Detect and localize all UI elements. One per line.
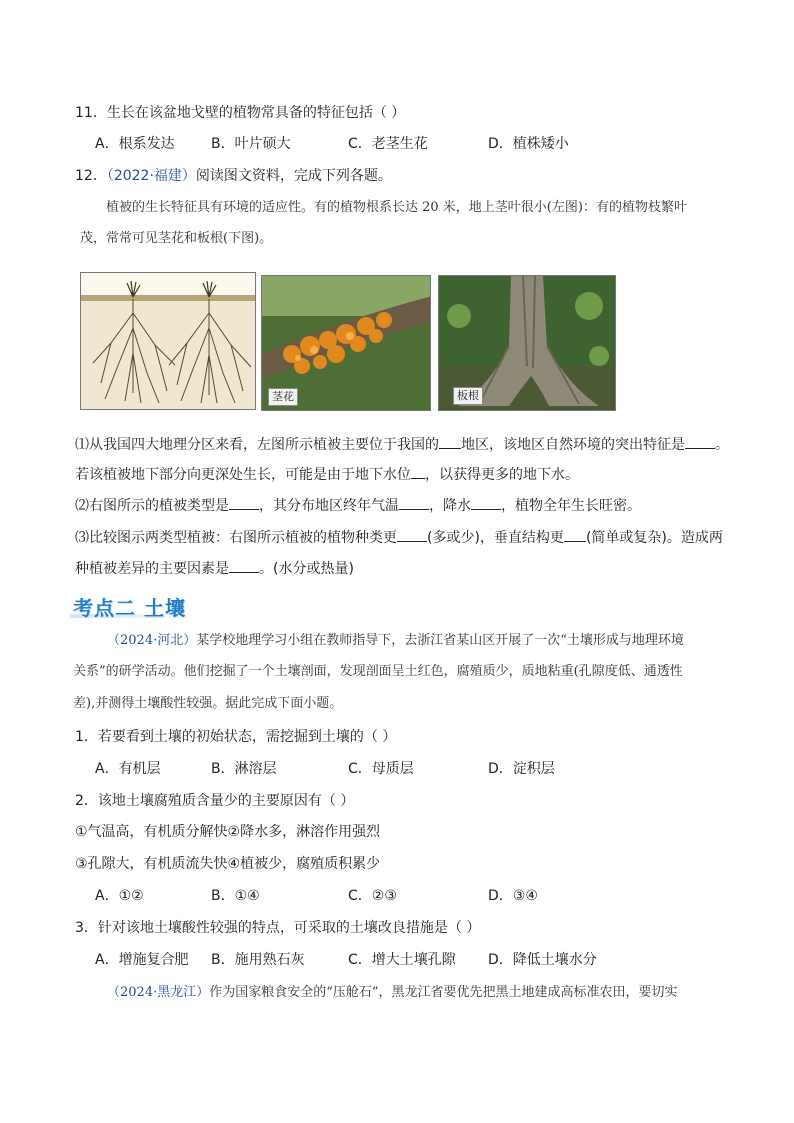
q1-option-b: B．淋溶层 xyxy=(211,761,277,777)
answer-blank[interactable] xyxy=(229,558,259,573)
soil-passage-line1: （2024·河北）某学校地理学习小组在教师指导下，去浙江省某山区开展了一次“土壤形成与地理环境 xyxy=(107,633,684,648)
q1-option-c: C．母质层 xyxy=(348,761,414,777)
answer-blank[interactable] xyxy=(564,527,586,542)
answer-blank[interactable] xyxy=(471,495,501,510)
q2-option-a: A．①② xyxy=(95,888,144,904)
q2-option-d: D．③④ xyxy=(488,888,538,904)
answer-blank[interactable] xyxy=(229,495,259,510)
blackland-passage-line1: （2024·黑龙江）作为国家粮食安全的“压舱石”，黑龙江省要优先把黑土地建成高标准农田，要切实 xyxy=(107,985,678,1000)
q2-statement-line1: ①气温高，有机质分解快②降水多，淋溶作用强烈 xyxy=(75,824,381,840)
q1-option-d: D．淀积层 xyxy=(488,761,555,777)
q3-stem: 3．针对该地土壤酸性较强的特点，可采取的土壤改良措施是（ ） xyxy=(75,920,481,936)
answer-blank[interactable] xyxy=(685,434,715,449)
soil-passage-line3: 差),并测得土壤酸性较强。据此完成下面小题。 xyxy=(73,696,343,711)
q1-option-a: A．有机层 xyxy=(95,761,161,777)
q3-option-b: B．施用熟石灰 xyxy=(211,952,305,968)
blackland-passage-source: （2024·黑龙江） xyxy=(107,985,210,1000)
cauliflory-photo xyxy=(261,275,431,411)
answer-blank[interactable] xyxy=(399,495,429,510)
q11-option-c: C．老茎生花 xyxy=(348,136,428,152)
answer-blank[interactable] xyxy=(439,434,461,449)
q2-option-c: C．②③ xyxy=(348,888,397,904)
q12-sub3: ⑶比较图示两类型植被：右图所示植被的植物种类更 (多或少)，垂直结构更 (简单或复杂)。造成两 xyxy=(75,527,723,548)
q3-option-a: A．增施复合肥 xyxy=(95,952,189,968)
q12-sub1-line2: 若该植被地下部分向更深处生长，可能是由于地下水位 ，以获得更多的地下水。 xyxy=(75,464,579,485)
q12-passage-line1: 植被的生长特征具有环境的适应性。有的植物根系长达 20 米，地上茎叶很小(左图)：有的植物枝繁叶 xyxy=(106,200,687,215)
q2-stem: 2．该地土壤腐殖质含量少的主要原因有（ ） xyxy=(75,793,355,809)
q2-statement-line2: ③孔隙大，有机质流失快④植被少，腐殖质积累少 xyxy=(75,856,381,872)
q12-sub2: ⑵右图所示的植被类型是 ，其分布地区终年气温 ，降水 ，植物全年生长旺密。 xyxy=(75,495,641,516)
section-heading: 考点二 土壤 xyxy=(73,596,186,620)
buttress-root-photo xyxy=(438,275,616,411)
q11-option-d: D．植株矮小 xyxy=(488,136,569,152)
q1-stem: 1．若要看到土壤的初始状态，需挖掘到土壤的（ ） xyxy=(75,729,397,745)
buttress-root-label: 板根 xyxy=(453,387,483,405)
q12-sub1: ⑴从我国四大地理分区来看，左图所示植被主要位于我国的 地区，该地区自然环境的突出特征是 。 xyxy=(75,434,729,455)
root-system-illustration xyxy=(80,272,256,410)
q12-sub3-line2: 种植被差异的主要因素是 。(水分或热量) xyxy=(75,558,354,579)
q11-option-b: B．叶片硕大 xyxy=(211,136,291,152)
answer-blank[interactable] xyxy=(411,464,425,479)
q12-source: （2022·福建） xyxy=(106,168,196,184)
q12-passage-line2: 茂，常常可见茎花和板根(下图)。 xyxy=(80,231,273,246)
q12-stem: 12．（2022·福建）阅读图文资料，完成下列各题。 xyxy=(75,168,392,184)
answer-blank[interactable] xyxy=(397,527,427,542)
q11-option-a: A．根系发达 xyxy=(95,136,175,152)
q3-option-c: C．增大土壤孔隙 xyxy=(348,952,456,968)
soil-passage-source: （2024·河北） xyxy=(107,633,197,648)
soil-passage-line2: 关系”的研学活动。他们挖掘了一个土壤剖面，发现剖面呈土红色，腐殖质少，质地粘重(孔隙度低、通透性 xyxy=(73,664,683,679)
q3-option-d: D．降低土壤水分 xyxy=(488,952,597,968)
q11-stem: 11．生长在该盆地戈壁的植物常具备的特征包括（ ） xyxy=(75,105,406,121)
q2-option-b: B．①④ xyxy=(211,888,260,904)
cauliflory-label: 茎花 xyxy=(268,388,298,406)
